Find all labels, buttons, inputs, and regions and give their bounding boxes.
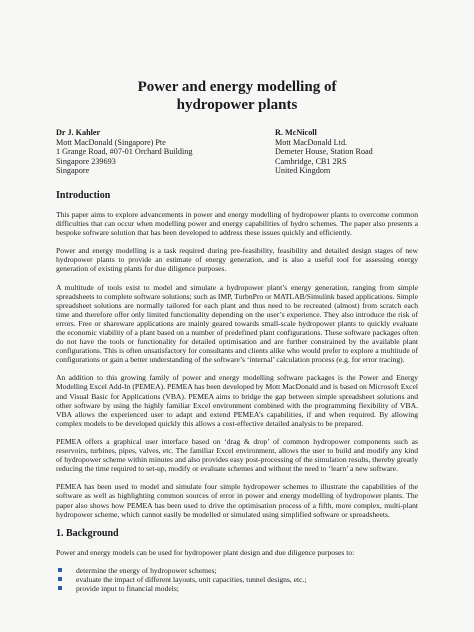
title-line-1: Power and energy modelling of: [137, 79, 337, 95]
author-2-city: Cambridge, CB1 2RS: [275, 156, 347, 166]
square-bullet-icon: [58, 568, 62, 572]
author-1-name: Dr J. Kahler: [56, 128, 101, 137]
intro-paragraph: PEMEA has been used to model and simulate four simple hydropower schemes to illustrate the capabilities of the software as well as highlighting common sources of error in power and energy modelling of hydropower plants. The paper also shows how PEMEA has been used to drive the optimisation process of a fifth, more complex, multi-plant hydropower scheme, which cannot easily be modelled or simulated using simplified software or spreadsheets.: [56, 482, 418, 519]
square-bullet-icon: [58, 577, 62, 581]
author-1-city: Singapore 239693: [56, 156, 116, 166]
intro-paragraph: Power and energy modelling is a task required during pre-feasibility, feasibility and detailed design stages of new hydropower plants to provide an estimate of energy generation, and is also a useful tool for assessing energy generation of existing plants for due diligence purposes.: [56, 246, 418, 274]
introduction-heading: Introduction: [56, 189, 111, 201]
author-1-country: Singapore: [56, 166, 90, 176]
background-intro: Power and energy models can be used for hydropower plant design and due diligence purposes to:: [56, 547, 355, 557]
author-2-country: United Kingdom: [275, 166, 331, 176]
intro-paragraph: An addition to this growing family of power and energy modelling software packages is the Power and Energy Modelling Excel Add-In (PEMEA). PEMEA has been developed by Mott MacDonald and is based on Microsoft Excel and Visual Basic for Applications (VBA). PEMEA aims to bridge the gap between simple spreadsheet solutions and other software by using the highly familiar Excel environment combined with the programming flexibility of VBA. VBA allows the experienced user to adapt and extend PEMEA’s capabilities, if and when required. By allowing complex models to be developed quickly this allows a cost-effective detailed analysis to be prepared.: [56, 373, 418, 428]
list-item: [56, 566, 418, 575]
author-2: [237, 128, 418, 176]
author-2-name: R. McNicoll: [275, 128, 317, 137]
list-item-text: determine the energy of hydropower schemes;: [76, 565, 217, 575]
intro-paragraph: This paper aims to explore advancements in power and energy modelling of hydropower plants to overcome common difficulties that can occur when modelling power and energy capabilities of hydro schemes. The paper also presents a bespoke software solution that has been developed to address these issues quickly and efficiently.: [56, 209, 418, 238]
author-block: [56, 128, 418, 176]
intro-paragraph: PEMEA offers a graphical user interface based on ‘drag & drop’ of common hydropower components such as reservoirs, turbines, pipes, valves, etc. The familiar Excel environment, allows the user to build and modify any kind of hydropower scheme within minutes and also provides easy post-processing of the simulation results, thereby greatly reducing the time required to set-up, modify or evaluate schemes and without the need to ‘learn’ a new software.: [56, 436, 418, 474]
list-item-text: evaluate the impact of different layouts, unit capacities, tunnel designs, etc.;: [76, 574, 307, 584]
author-1-affiliation: Mott MacDonald (Singapore) Pte: [56, 137, 166, 147]
title-line-2: hydropower plants: [176, 97, 298, 113]
author-2-affiliation: Mott MacDonald Ltd.: [275, 137, 348, 147]
list-item: [56, 584, 418, 593]
square-bullet-icon: [58, 586, 62, 590]
list-item: [56, 575, 418, 584]
paper-title: [56, 78, 418, 114]
intro-paragraph: A multitude of tools exist to model and simulate a hydropower plant’s energy generation, ranging from simple spreadsheets to complete software solutions; such as IMP, TurbnPro or MATLAB/Simulink based applications. Simple spreadsheet solutions are normally tailored for each plant and thus need to be recreated (almost) from scratch each time and therefore offer only limited functionality depending on the user’s experience. They also introduce the risk of errors. Free or shareware applications are mainly geared towards small-scale hydropower plants to quickly evaluate the economic viability of a plant based on a number of predefined plant configurations. These software packages often do not have the tools or functionality for detailed optimisation and are further constrained by the available plant configurations. This is often unsatisfactory for consultants and clients alike who would prefer to explore a multitude of configurations or gain a better understanding of the software’s ‘internal’ calculation process (e.g. for error tracing).: [56, 282, 418, 365]
background-heading: 1. Background: [56, 527, 119, 539]
list-item-text: provide input to financial models;: [76, 583, 179, 593]
author-1: [56, 128, 237, 176]
author-1-address: 1 Grange Road, #07-01 Orchard Building: [56, 147, 193, 157]
author-2-address: Demeter House, Station Road: [275, 147, 373, 157]
background-bullet-list: [56, 566, 418, 593]
